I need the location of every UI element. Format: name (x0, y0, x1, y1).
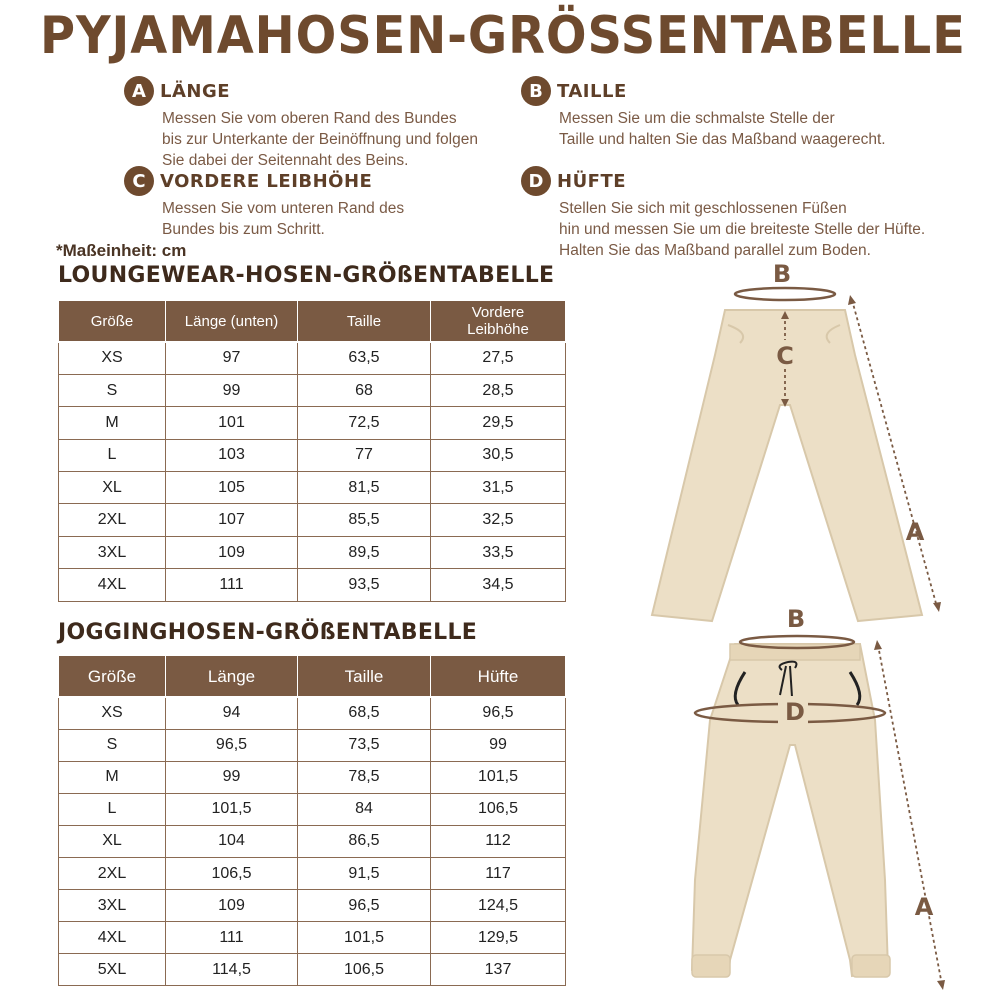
instruction-label: TAILLE (557, 80, 627, 102)
table-row (59, 342, 566, 374)
lounge-cell: M (59, 407, 166, 439)
instruction-label: HÜFTE (557, 170, 627, 192)
lounge-cell: 85,5 (298, 504, 431, 536)
lounge-cell: 4XL (59, 569, 166, 601)
lounge-cell: 107 (166, 504, 298, 536)
lounge-cell: 2XL (59, 504, 166, 536)
jogging-header-cell: Hüfte (431, 655, 566, 697)
jogging-header-cell: Größe (59, 655, 166, 697)
length-arrow-bottom (937, 980, 945, 990)
badge-c: C (124, 166, 154, 196)
jogging-cell: 91,5 (298, 857, 431, 889)
jogging-header-cell: Taille (298, 655, 431, 697)
jogging-cell: 78,5 (298, 761, 431, 793)
instruction-text: Messen Sie vom oberen Rand des Bundes bis zur Unterkante der Beinöffnung und folgen Sie dabei der Seitennaht des Beins. (162, 110, 478, 169)
jogging-header-cell: Länge (166, 655, 298, 697)
label-d: D (785, 698, 805, 726)
instruction-text: Messen Sie vom unteren Rand des Bundes bis zum Schritt. (162, 200, 405, 238)
lounge-cell: 29,5 (431, 407, 566, 439)
lounge-cell: 32,5 (431, 504, 566, 536)
jogging-cell: 104 (166, 825, 298, 857)
length-arrow-top (874, 640, 882, 650)
lounge-cell: 105 (166, 472, 298, 504)
lounge-cell: 93,5 (298, 569, 431, 601)
jogging-cell: 99 (166, 761, 298, 793)
table-row (59, 697, 566, 729)
jogging-cell: 3XL (59, 890, 166, 922)
table-row (59, 439, 566, 471)
lounge-header-cell: Vordere Leibhöhe (431, 300, 566, 342)
badge-a: A (124, 76, 154, 106)
label-b: B (786, 605, 806, 633)
table-row (59, 504, 566, 536)
jogging-cell: 117 (431, 857, 566, 889)
jogging-cell: 109 (166, 890, 298, 922)
badge-b: B (521, 76, 551, 106)
lounge-cell: 34,5 (431, 569, 566, 601)
jogging-cell: 106,5 (431, 793, 566, 825)
cuff-right (852, 955, 890, 977)
waist-measure-ellipse (735, 288, 835, 300)
jogging-cell: 114,5 (166, 954, 298, 986)
jogging-cell: 96,5 (431, 697, 566, 729)
jogging-cell: 101,5 (166, 793, 298, 825)
jogging-cell: 86,5 (298, 825, 431, 857)
jogging-cell: S (59, 729, 166, 761)
jogging-cell: 106,5 (298, 954, 431, 986)
instruction-text: Stellen Sie sich mit geschlossenen Füßen hin und messen Sie um die breiteste Stelle der Hüfte. Halten Sie das Maßband parallel zum Boden. (559, 200, 926, 259)
instruction-length (124, 76, 478, 171)
jogging-cell: 96,5 (298, 890, 431, 922)
lounge-cell: 68 (298, 374, 431, 406)
jogging-cell: 101,5 (298, 922, 431, 954)
lounge-cell: XS (59, 342, 166, 374)
lounge-cell: 3XL (59, 536, 166, 568)
jogging-cell: 101,5 (431, 761, 566, 793)
jogging-cell: 5XL (59, 954, 166, 986)
table-row (59, 729, 566, 761)
lounge-cell: 89,5 (298, 536, 431, 568)
label-a: A (905, 518, 925, 546)
table-row (59, 472, 566, 504)
lounge-cell: 77 (298, 439, 431, 471)
lounge-cell: 28,5 (431, 374, 566, 406)
table-row (59, 374, 566, 406)
lounge-header-cell: Größe (59, 300, 166, 342)
instruction-rise (124, 166, 404, 240)
jogging-cell: 99 (431, 729, 566, 761)
jogging-cell: 84 (298, 793, 431, 825)
jogging-cell: 111 (166, 922, 298, 954)
lounge-cell: 103 (166, 439, 298, 471)
table-row (59, 922, 566, 954)
lounge-cell: 30,5 (431, 439, 566, 471)
jogging-cell: 124,5 (431, 890, 566, 922)
lounge-cell: 27,5 (431, 342, 566, 374)
lounge-pants-illustration (640, 255, 960, 630)
instruction-text: Messen Sie um die schmalste Stelle der Taille und halten Sie das Maßband waagerecht. (559, 110, 886, 148)
lounge-cell: 81,5 (298, 472, 431, 504)
table-row (59, 857, 566, 889)
instruction-waist (521, 76, 886, 150)
jogging-cell: 96,5 (166, 729, 298, 761)
lounge-cell: S (59, 374, 166, 406)
lounge-cell: 33,5 (431, 536, 566, 568)
instruction-label: LÄNGE (160, 80, 231, 102)
jogging-cell: XS (59, 697, 166, 729)
lounge-cell: 109 (166, 536, 298, 568)
table-row (59, 536, 566, 568)
unit-note: *Maßeinheit: cm (56, 241, 187, 260)
lounge-header-cell: Länge (unten) (166, 300, 298, 342)
badge-d: D (521, 166, 551, 196)
length-arrow-top (848, 295, 856, 305)
table-row (59, 890, 566, 922)
label-b: B (772, 260, 792, 288)
jogging-size-table (58, 654, 566, 986)
lounge-cell: 31,5 (431, 472, 566, 504)
jogging-cell: 112 (431, 825, 566, 857)
jogging-cell: L (59, 793, 166, 825)
label-a: A (914, 893, 934, 921)
jogging-table-title: JOGGINGHOSEN-GRÖßENTABELLE (58, 620, 478, 645)
lounge-header-cell: Taille (298, 300, 431, 342)
table-row (59, 793, 566, 825)
jogging-cell: 68,5 (298, 697, 431, 729)
table-row (59, 954, 566, 986)
jogging-cell: 2XL (59, 857, 166, 889)
lounge-cell: XL (59, 472, 166, 504)
lounge-cell: L (59, 439, 166, 471)
table-row (59, 407, 566, 439)
jogging-cell: 129,5 (431, 922, 566, 954)
jogger-pants-illustration (640, 600, 960, 998)
lounge-table-title: LOUNGEWEAR-HOSEN-GRÖßENTABELLE (58, 263, 555, 288)
instruction-hip (521, 166, 925, 261)
jogging-cell: M (59, 761, 166, 793)
instruction-label: VORDERE LEIBHÖHE (160, 170, 373, 192)
jogging-cell: 106,5 (166, 857, 298, 889)
label-c: C (776, 342, 794, 370)
lounge-cell: 63,5 (298, 342, 431, 374)
lounge-cell: 101 (166, 407, 298, 439)
lounge-cell: 111 (166, 569, 298, 601)
table-row (59, 569, 566, 601)
lounge-cell: 97 (166, 342, 298, 374)
lounge-cell: 72,5 (298, 407, 431, 439)
jogging-cell: 4XL (59, 922, 166, 954)
table-row (59, 761, 566, 793)
page-title: PYJAMAHOSEN-GRÖSSENTABELLE (40, 6, 966, 66)
lounge-size-table (58, 299, 566, 602)
cuff-left (692, 955, 730, 977)
jogging-cell: 73,5 (298, 729, 431, 761)
jogging-cell: 137 (431, 954, 566, 986)
table-row (59, 825, 566, 857)
jogging-cell: XL (59, 825, 166, 857)
jogging-cell: 94 (166, 697, 298, 729)
lounge-cell: 99 (166, 374, 298, 406)
